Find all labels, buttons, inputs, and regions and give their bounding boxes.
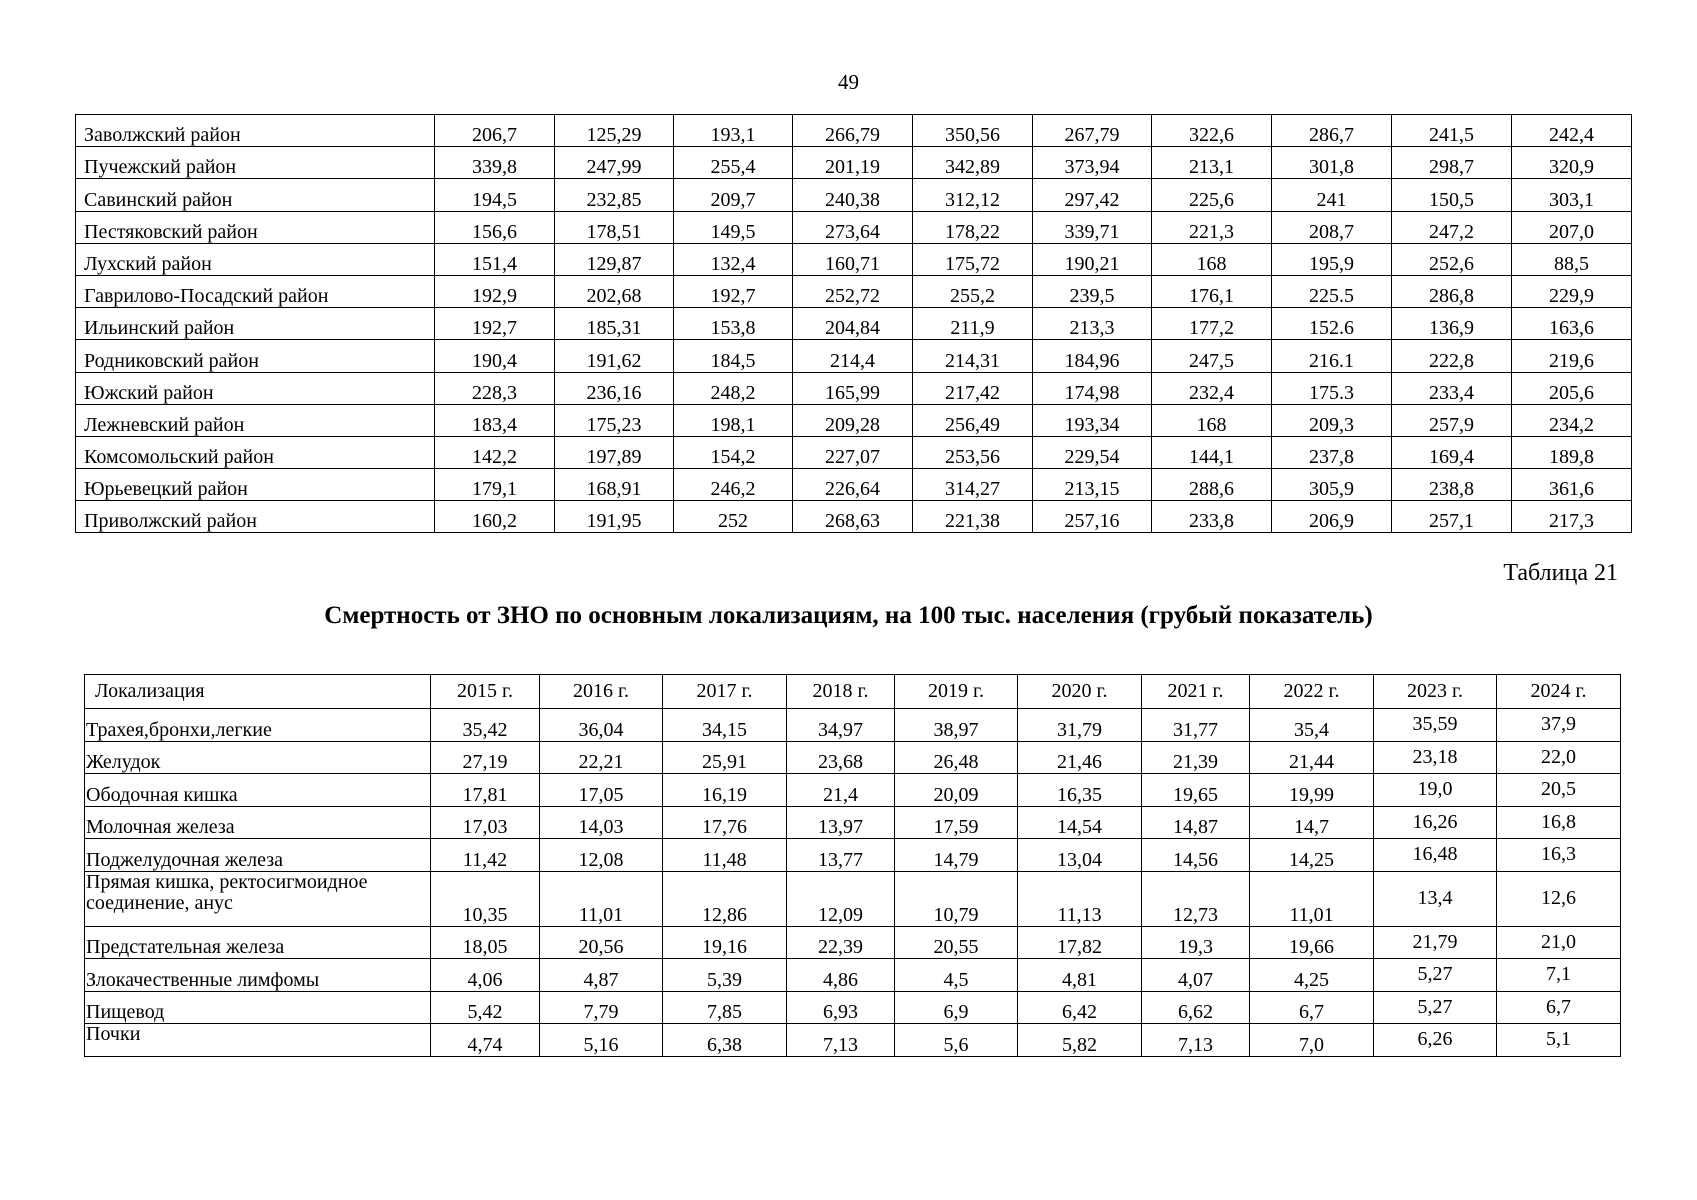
value-cell: 144,1 (1152, 436, 1272, 468)
value-cell: 207,0 (1512, 211, 1632, 243)
table-row (85, 839, 1621, 872)
table-row (76, 501, 1632, 533)
table-row (76, 179, 1632, 211)
table-row (76, 211, 1632, 243)
value-cell: 154,2 (674, 436, 793, 468)
value-cell: 4,81 (1018, 959, 1142, 992)
value-cell: 206,7 (435, 115, 555, 147)
value-cell: 4,74 (431, 1024, 540, 1057)
value-cell: 179,1 (435, 469, 555, 501)
value-cell: 7,0 (1250, 1024, 1374, 1057)
value-cell: 286,7 (1272, 115, 1392, 147)
value-cell: 189,8 (1512, 436, 1632, 468)
value-cell: 219,6 (1512, 340, 1632, 372)
value-cell: 178,22 (913, 211, 1033, 243)
value-cell: 14,54 (1018, 806, 1142, 839)
value-cell: 217,3 (1512, 501, 1632, 533)
value-cell: 4,86 (787, 959, 895, 992)
value-cell: 178,51 (555, 211, 674, 243)
value-cell: 175,23 (555, 404, 674, 436)
value-cell: 21,79 (1374, 926, 1497, 959)
value-cell: 190,4 (435, 340, 555, 372)
value-cell: 7,13 (787, 1024, 895, 1057)
column-header: 2016 г. (540, 675, 663, 709)
value-cell: 19,65 (1142, 774, 1250, 807)
value-cell: 18,05 (431, 926, 540, 959)
localization-name-cell: Трахея,бронхи,легкие (85, 709, 431, 742)
value-cell: 11,01 (540, 871, 663, 926)
district-name-cell: Комсомольский район (76, 436, 435, 468)
value-cell: 255,2 (913, 275, 1033, 307)
value-cell: 185,31 (555, 308, 674, 340)
value-cell: 31,77 (1142, 709, 1250, 742)
value-cell: 192,9 (435, 275, 555, 307)
value-cell: 22,39 (787, 926, 895, 959)
value-cell: 4,87 (540, 959, 663, 992)
column-header: 2017 г. (663, 675, 787, 709)
localization-name-cell: Прямая кишка, ректосигмоидное соединение, анус (85, 871, 431, 926)
value-cell: 14,7 (1250, 806, 1374, 839)
value-cell: 213,3 (1033, 308, 1152, 340)
value-cell: 288,6 (1152, 469, 1272, 501)
value-cell: 238,8 (1392, 469, 1512, 501)
value-cell: 5,6 (895, 1024, 1018, 1057)
district-name-cell: Родниковский район (76, 340, 435, 372)
value-cell: 35,4 (1250, 709, 1374, 742)
value-cell: 233,8 (1152, 501, 1272, 533)
value-cell: 16,48 (1374, 839, 1497, 872)
value-cell: 174,98 (1033, 372, 1152, 404)
value-cell: 16,26 (1374, 806, 1497, 839)
value-cell: 10,79 (895, 871, 1018, 926)
value-cell: 209,28 (793, 404, 913, 436)
value-cell: 193,1 (674, 115, 793, 147)
district-name-cell: Приволжский район (76, 501, 435, 533)
district-name-cell: Савинский район (76, 179, 435, 211)
value-cell: 19,99 (1250, 774, 1374, 807)
district-name-cell: Ильинский район (76, 308, 435, 340)
district-name-cell: Гаврилово-Посадский район (76, 275, 435, 307)
value-cell: 153,8 (674, 308, 793, 340)
value-cell: 221,3 (1152, 211, 1272, 243)
value-cell: 298,7 (1392, 147, 1512, 179)
value-cell: 198,1 (674, 404, 793, 436)
value-cell: 320,9 (1512, 147, 1632, 179)
value-cell: 229,54 (1033, 436, 1152, 468)
value-cell: 17,59 (895, 806, 1018, 839)
value-cell: 20,5 (1497, 774, 1621, 807)
value-cell: 257,16 (1033, 501, 1152, 533)
column-header: 2015 г. (431, 675, 540, 709)
value-cell: 5,1 (1497, 1024, 1621, 1057)
value-cell: 236,16 (555, 372, 674, 404)
column-header: 2019 г. (895, 675, 1018, 709)
table-row (76, 436, 1632, 468)
value-cell: 177,2 (1152, 308, 1272, 340)
localization-name-cell: Почки (85, 1024, 431, 1057)
value-cell: 240,38 (793, 179, 913, 211)
value-cell: 21,0 (1497, 926, 1621, 959)
column-header: 2020 г. (1018, 675, 1142, 709)
value-cell: 373,94 (1033, 147, 1152, 179)
value-cell: 14,03 (540, 806, 663, 839)
value-cell: 175,72 (913, 243, 1033, 275)
value-cell: 21,44 (1250, 741, 1374, 774)
value-cell: 14,87 (1142, 806, 1250, 839)
value-cell: 19,66 (1250, 926, 1374, 959)
table-row (76, 275, 1632, 307)
value-cell: 232,4 (1152, 372, 1272, 404)
table-title: Смертность от ЗНО по основным локализациям, на 100 тыс. населения (грубый показатель) (324, 602, 1373, 629)
value-cell: 266,79 (793, 115, 913, 147)
table-row (85, 741, 1621, 774)
value-cell: 225,6 (1152, 179, 1272, 211)
district-name-cell: Лухский район (76, 243, 435, 275)
value-cell: 13,04 (1018, 839, 1142, 872)
value-cell: 342,89 (913, 147, 1033, 179)
value-cell: 5,27 (1374, 991, 1497, 1024)
value-cell: 12,86 (663, 871, 787, 926)
value-cell: 25,91 (663, 741, 787, 774)
value-cell: 253,56 (913, 436, 1033, 468)
value-cell: 35,59 (1374, 709, 1497, 742)
localization-name-cell: Пищевод (85, 991, 431, 1024)
table-row (85, 926, 1621, 959)
value-cell: 20,09 (895, 774, 1018, 807)
value-cell: 194,5 (435, 179, 555, 211)
value-cell: 125,29 (555, 115, 674, 147)
value-cell: 168 (1152, 404, 1272, 436)
value-cell: 273,64 (793, 211, 913, 243)
table-row (76, 243, 1632, 275)
value-cell: 247,5 (1152, 340, 1272, 372)
value-cell: 6,7 (1497, 991, 1621, 1024)
value-cell: 37,9 (1497, 709, 1621, 742)
table-row (85, 991, 1621, 1024)
value-cell: 12,09 (787, 871, 895, 926)
column-header: 2023 г. (1374, 675, 1497, 709)
value-cell: 234,2 (1512, 404, 1632, 436)
value-cell: 13,4 (1374, 871, 1497, 926)
value-cell: 5,16 (540, 1024, 663, 1057)
value-cell: 4,25 (1250, 959, 1374, 992)
value-cell: 211,9 (913, 308, 1033, 340)
value-cell: 22,0 (1497, 741, 1621, 774)
value-cell: 314,27 (913, 469, 1033, 501)
value-cell: 246,2 (674, 469, 793, 501)
value-cell: 213,15 (1033, 469, 1152, 501)
value-cell: 267,79 (1033, 115, 1152, 147)
value-cell: 286,8 (1392, 275, 1512, 307)
value-cell: 11,42 (431, 839, 540, 872)
value-cell: 247,99 (555, 147, 674, 179)
table-row (76, 340, 1632, 372)
value-cell: 19,0 (1374, 774, 1497, 807)
value-cell: 21,39 (1142, 741, 1250, 774)
value-cell: 206,9 (1272, 501, 1392, 533)
value-cell: 5,42 (431, 991, 540, 1024)
value-cell: 13,77 (787, 839, 895, 872)
table-row (76, 147, 1632, 179)
value-cell: 228,3 (435, 372, 555, 404)
value-cell: 175.3 (1272, 372, 1392, 404)
value-cell: 151,4 (435, 243, 555, 275)
value-cell: 191,95 (555, 501, 674, 533)
value-cell: 247,2 (1392, 211, 1512, 243)
value-cell: 305,9 (1272, 469, 1392, 501)
value-cell: 19,3 (1142, 926, 1250, 959)
value-cell: 168,91 (555, 469, 674, 501)
value-cell: 14,25 (1250, 839, 1374, 872)
value-cell: 221,38 (913, 501, 1033, 533)
value-cell: 192,7 (674, 275, 793, 307)
table-row (85, 871, 1621, 926)
value-cell: 17,76 (663, 806, 787, 839)
value-cell: 5,82 (1018, 1024, 1142, 1057)
value-cell: 252 (674, 501, 793, 533)
value-cell: 12,08 (540, 839, 663, 872)
value-cell: 11,13 (1018, 871, 1142, 926)
value-cell: 129,87 (555, 243, 674, 275)
value-cell: 23,18 (1374, 741, 1497, 774)
value-cell: 17,03 (431, 806, 540, 839)
district-name-cell: Заволжский район (76, 115, 435, 147)
column-header: 2018 г. (787, 675, 895, 709)
localization-name-cell: Ободочная кишка (85, 774, 431, 807)
table-row (76, 308, 1632, 340)
value-cell: 6,9 (895, 991, 1018, 1024)
value-cell: 6,7 (1250, 991, 1374, 1024)
value-cell: 168 (1152, 243, 1272, 275)
value-cell: 13,97 (787, 806, 895, 839)
value-cell: 16,8 (1497, 806, 1621, 839)
value-cell: 14,79 (895, 839, 1018, 872)
value-cell: 17,05 (540, 774, 663, 807)
column-header: Локализация (85, 675, 431, 709)
value-cell: 191,62 (555, 340, 674, 372)
district-name-cell: Пучежский район (76, 147, 435, 179)
value-cell: 16,19 (663, 774, 787, 807)
value-cell: 201,19 (793, 147, 913, 179)
value-cell: 5,39 (663, 959, 787, 992)
value-cell: 6,26 (1374, 1024, 1497, 1057)
value-cell: 10,35 (431, 871, 540, 926)
value-cell: 241 (1272, 179, 1392, 211)
value-cell: 183,4 (435, 404, 555, 436)
value-cell: 14,56 (1142, 839, 1250, 872)
value-cell: 257,9 (1392, 404, 1512, 436)
value-cell: 209,3 (1272, 404, 1392, 436)
table-row (76, 115, 1632, 147)
value-cell: 19,16 (663, 926, 787, 959)
localization-name-cell: Злокачественные лимфомы (85, 959, 431, 992)
value-cell: 7,85 (663, 991, 787, 1024)
column-header: 2024 г. (1497, 675, 1621, 709)
value-cell: 229,9 (1512, 275, 1632, 307)
district-name-cell: Южский район (76, 372, 435, 404)
value-cell: 20,55 (895, 926, 1018, 959)
value-cell: 233,4 (1392, 372, 1512, 404)
value-cell: 35,42 (431, 709, 540, 742)
value-cell: 209,7 (674, 179, 793, 211)
value-cell: 17,82 (1018, 926, 1142, 959)
value-cell: 16,3 (1497, 839, 1621, 872)
value-cell: 232,85 (555, 179, 674, 211)
value-cell: 22,21 (540, 741, 663, 774)
value-cell: 150,5 (1392, 179, 1512, 211)
value-cell: 190,21 (1033, 243, 1152, 275)
value-cell: 214,31 (913, 340, 1033, 372)
value-cell: 297,42 (1033, 179, 1152, 211)
value-cell: 6,62 (1142, 991, 1250, 1024)
value-cell: 255,4 (674, 147, 793, 179)
table-row (76, 404, 1632, 436)
value-cell: 16,35 (1018, 774, 1142, 807)
value-cell: 136,9 (1392, 308, 1512, 340)
value-cell: 160,2 (435, 501, 555, 533)
value-cell: 184,96 (1033, 340, 1152, 372)
value-cell: 7,13 (1142, 1024, 1250, 1057)
value-cell: 21,4 (787, 774, 895, 807)
value-cell: 225.5 (1272, 275, 1392, 307)
value-cell: 239,5 (1033, 275, 1152, 307)
value-cell: 36,04 (540, 709, 663, 742)
value-cell: 312,12 (913, 179, 1033, 211)
value-cell: 195,9 (1272, 243, 1392, 275)
value-cell: 149,5 (674, 211, 793, 243)
value-cell: 88,5 (1512, 243, 1632, 275)
value-cell: 27,19 (431, 741, 540, 774)
value-cell: 197,89 (555, 436, 674, 468)
value-cell: 222,8 (1392, 340, 1512, 372)
district-mortality-table (75, 114, 1632, 533)
value-cell: 152.6 (1272, 308, 1392, 340)
value-cell: 165,99 (793, 372, 913, 404)
value-cell: 257,1 (1392, 501, 1512, 533)
table-row (76, 469, 1632, 501)
value-cell: 252,72 (793, 275, 913, 307)
page-number: 49 (838, 70, 859, 94)
value-cell: 268,63 (793, 501, 913, 533)
value-cell: 361,6 (1512, 469, 1632, 501)
value-cell: 248,2 (674, 372, 793, 404)
value-cell: 216.1 (1272, 340, 1392, 372)
value-cell: 242,4 (1512, 115, 1632, 147)
value-cell: 192,7 (435, 308, 555, 340)
value-cell: 4,5 (895, 959, 1018, 992)
localization-mortality-table (84, 674, 1621, 1057)
value-cell: 38,97 (895, 709, 1018, 742)
value-cell: 7,1 (1497, 959, 1621, 992)
value-cell: 34,15 (663, 709, 787, 742)
value-cell: 256,49 (913, 404, 1033, 436)
table-row (85, 709, 1621, 742)
value-cell: 4,06 (431, 959, 540, 992)
district-name-cell: Пестяковский район (76, 211, 435, 243)
value-cell: 184,5 (674, 340, 793, 372)
table-row (85, 806, 1621, 839)
table-header-row (85, 675, 1621, 709)
value-cell: 205,6 (1512, 372, 1632, 404)
value-cell: 5,27 (1374, 959, 1497, 992)
table-row (85, 774, 1621, 807)
column-header: 2022 г. (1250, 675, 1374, 709)
value-cell: 350,56 (913, 115, 1033, 147)
value-cell: 6,38 (663, 1024, 787, 1057)
value-cell: 26,48 (895, 741, 1018, 774)
table-row (85, 959, 1621, 992)
value-cell: 176,1 (1152, 275, 1272, 307)
localization-name-cell: Желудок (85, 741, 431, 774)
value-cell: 214,4 (793, 340, 913, 372)
value-cell: 12,6 (1497, 871, 1621, 926)
column-header: 2021 г. (1142, 675, 1250, 709)
value-cell: 23,68 (787, 741, 895, 774)
value-cell: 132,4 (674, 243, 793, 275)
value-cell: 339,71 (1033, 211, 1152, 243)
table-caption: Таблица 21 (1503, 560, 1618, 586)
value-cell: 252,6 (1392, 243, 1512, 275)
value-cell: 213,1 (1152, 147, 1272, 179)
value-cell: 34,97 (787, 709, 895, 742)
localization-name-cell: Поджелудочная железа (85, 839, 431, 872)
value-cell: 202,68 (555, 275, 674, 307)
value-cell: 31,79 (1018, 709, 1142, 742)
value-cell: 217,42 (913, 372, 1033, 404)
localization-name-cell: Молочная железа (85, 806, 431, 839)
value-cell: 303,1 (1512, 179, 1632, 211)
value-cell: 12,73 (1142, 871, 1250, 926)
value-cell: 156,6 (435, 211, 555, 243)
table-row (85, 1024, 1621, 1057)
district-name-cell: Юрьевецкий район (76, 469, 435, 501)
value-cell: 301,8 (1272, 147, 1392, 179)
value-cell: 17,81 (431, 774, 540, 807)
value-cell: 226,64 (793, 469, 913, 501)
value-cell: 227,07 (793, 436, 913, 468)
value-cell: 160,71 (793, 243, 913, 275)
value-cell: 163,6 (1512, 308, 1632, 340)
value-cell: 142,2 (435, 436, 555, 468)
value-cell: 241,5 (1392, 115, 1512, 147)
value-cell: 237,8 (1272, 436, 1392, 468)
value-cell: 193,34 (1033, 404, 1152, 436)
value-cell: 6,42 (1018, 991, 1142, 1024)
value-cell: 7,79 (540, 991, 663, 1024)
localization-name-cell: Предстательная железа (85, 926, 431, 959)
value-cell: 322,6 (1152, 115, 1272, 147)
value-cell: 11,48 (663, 839, 787, 872)
value-cell: 20,56 (540, 926, 663, 959)
value-cell: 21,46 (1018, 741, 1142, 774)
value-cell: 6,93 (787, 991, 895, 1024)
district-name-cell: Лежневский район (76, 404, 435, 436)
value-cell: 339,8 (435, 147, 555, 179)
value-cell: 204,84 (793, 308, 913, 340)
value-cell: 4,07 (1142, 959, 1250, 992)
value-cell: 11,01 (1250, 871, 1374, 926)
value-cell: 208,7 (1272, 211, 1392, 243)
value-cell: 169,4 (1392, 436, 1512, 468)
table-row (76, 372, 1632, 404)
